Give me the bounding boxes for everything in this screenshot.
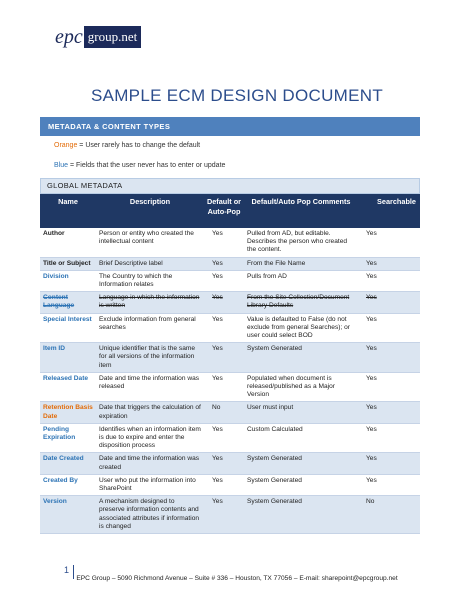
row-name: Date Created [40, 453, 96, 474]
row-name: Division [40, 270, 96, 291]
company-logo [55, 26, 141, 48]
row-searchable: Yes [358, 313, 420, 343]
row-comments: User must input [244, 402, 358, 423]
table-row [40, 292, 420, 313]
row-default: No [204, 402, 244, 423]
row-name: Created By [40, 474, 96, 495]
row-searchable: Yes [358, 474, 420, 495]
row-default: Yes [204, 257, 244, 270]
legend-orange-label: Orange [54, 142, 78, 149]
row-name: Author [40, 228, 96, 257]
table-row [40, 423, 420, 453]
row-description: Person or entity who created the intellectual content [96, 228, 204, 257]
table-row [40, 343, 420, 373]
page-footer: EPC Group – 5090 Richmond Avenue – Suite # 336 – Houston, TX 77056 – E-mail: sharepoint@epcgroup.net [76, 575, 398, 582]
metadata-table [40, 194, 420, 534]
table-row [40, 402, 420, 423]
row-description: Language in which the information is written [96, 292, 204, 313]
row-comments: System Generated [244, 496, 358, 534]
legend-blue-label: Blue [54, 162, 69, 169]
row-name: Retention Basis Date [40, 402, 96, 423]
row-description: User who put the information into SharePoint [96, 474, 204, 495]
row-description: Date and time the information was released [96, 372, 204, 402]
row-searchable: No [358, 496, 420, 534]
row-comments: Value is defaulted to False (do not exclude from general Searches); or user could select BOD [244, 313, 358, 343]
header-description: Description [96, 194, 204, 228]
table-row [40, 496, 420, 534]
logo-epc-text: epc [55, 26, 83, 48]
page-number: 1 [64, 565, 74, 579]
row-name: Version [40, 496, 96, 534]
table-row [40, 257, 420, 270]
table-header-row [40, 194, 420, 228]
row-description: Exclude information from general searches [96, 313, 204, 343]
row-searchable: Yes [358, 270, 420, 291]
row-searchable: Yes [358, 343, 420, 373]
row-comments: System Generated [244, 453, 358, 474]
row-name: Content Language [40, 292, 96, 313]
row-description: A mechanism designed to preserve information contents and associated attributes if information is changed [96, 496, 204, 534]
row-comments: Populated when document is released/published as a Major Version [244, 372, 358, 402]
legend-orange [54, 142, 200, 149]
row-name: Pending Expiration [40, 423, 96, 453]
table-row [40, 372, 420, 402]
row-searchable: Yes [358, 372, 420, 402]
row-description: The Country to which the Information relates [96, 270, 204, 291]
row-default: Yes [204, 292, 244, 313]
row-name: Special Interest [40, 313, 96, 343]
header-default: Default or Auto-Pop [204, 194, 244, 228]
row-default: Yes [204, 474, 244, 495]
header-name: Name [40, 194, 96, 228]
table-row [40, 313, 420, 343]
row-comments: System Generated [244, 343, 358, 373]
table-row [40, 474, 420, 495]
row-searchable: Yes [358, 257, 420, 270]
legend-blue-text: = Fields that the user never has to enter or update [68, 162, 226, 169]
row-searchable: Yes [358, 423, 420, 453]
row-comments: From the File Name [244, 257, 358, 270]
document-title: SAMPLE ECM DESIGN DOCUMENT [90, 86, 384, 105]
table-row [40, 270, 420, 291]
row-comments: From the Site Collection/Document Library Defaults [244, 292, 358, 313]
row-default: Yes [204, 496, 244, 534]
row-description: Date and time the information was created [96, 453, 204, 474]
row-searchable: Yes [358, 228, 420, 257]
legend-blue [54, 162, 225, 169]
row-description: Brief Descriptive label [96, 257, 204, 270]
row-description: Date that triggers the calculation of expiration [96, 402, 204, 423]
row-default: Yes [204, 372, 244, 402]
section-header: METADATA & CONTENT TYPES [40, 117, 420, 136]
row-comments: Pulled from AD, but editable. Describes the person who created the content. [244, 228, 358, 257]
row-description: Identifies when an information item is due to expire and enter the disposition process [96, 423, 204, 453]
row-comments: System Generated [244, 474, 358, 495]
table-row [40, 453, 420, 474]
row-default: Yes [204, 228, 244, 257]
row-default: Yes [204, 453, 244, 474]
row-searchable: Yes [358, 292, 420, 313]
row-default: Yes [204, 313, 244, 343]
row-default: Yes [204, 423, 244, 453]
row-default: Yes [204, 343, 244, 373]
row-description: Unique identifier that is the same for all versions of the information item [96, 343, 204, 373]
row-name: Item ID [40, 343, 96, 373]
row-name: Title or Subject [40, 257, 96, 270]
row-searchable: Yes [358, 453, 420, 474]
global-metadata-heading: GLOBAL METADATA [40, 178, 420, 194]
legend-orange-text: = User rarely has to change the default [77, 142, 201, 149]
row-comments: Custom Calculated [244, 423, 358, 453]
row-default: Yes [204, 270, 244, 291]
header-comments: Default/Auto Pop Comments [244, 194, 358, 228]
row-name: Released Date [40, 372, 96, 402]
table-row [40, 228, 420, 257]
row-comments: Pulls from AD [244, 270, 358, 291]
header-searchable: Searchable [358, 194, 420, 228]
logo-net-text: group.net [84, 26, 141, 48]
row-searchable: Yes [358, 402, 420, 423]
